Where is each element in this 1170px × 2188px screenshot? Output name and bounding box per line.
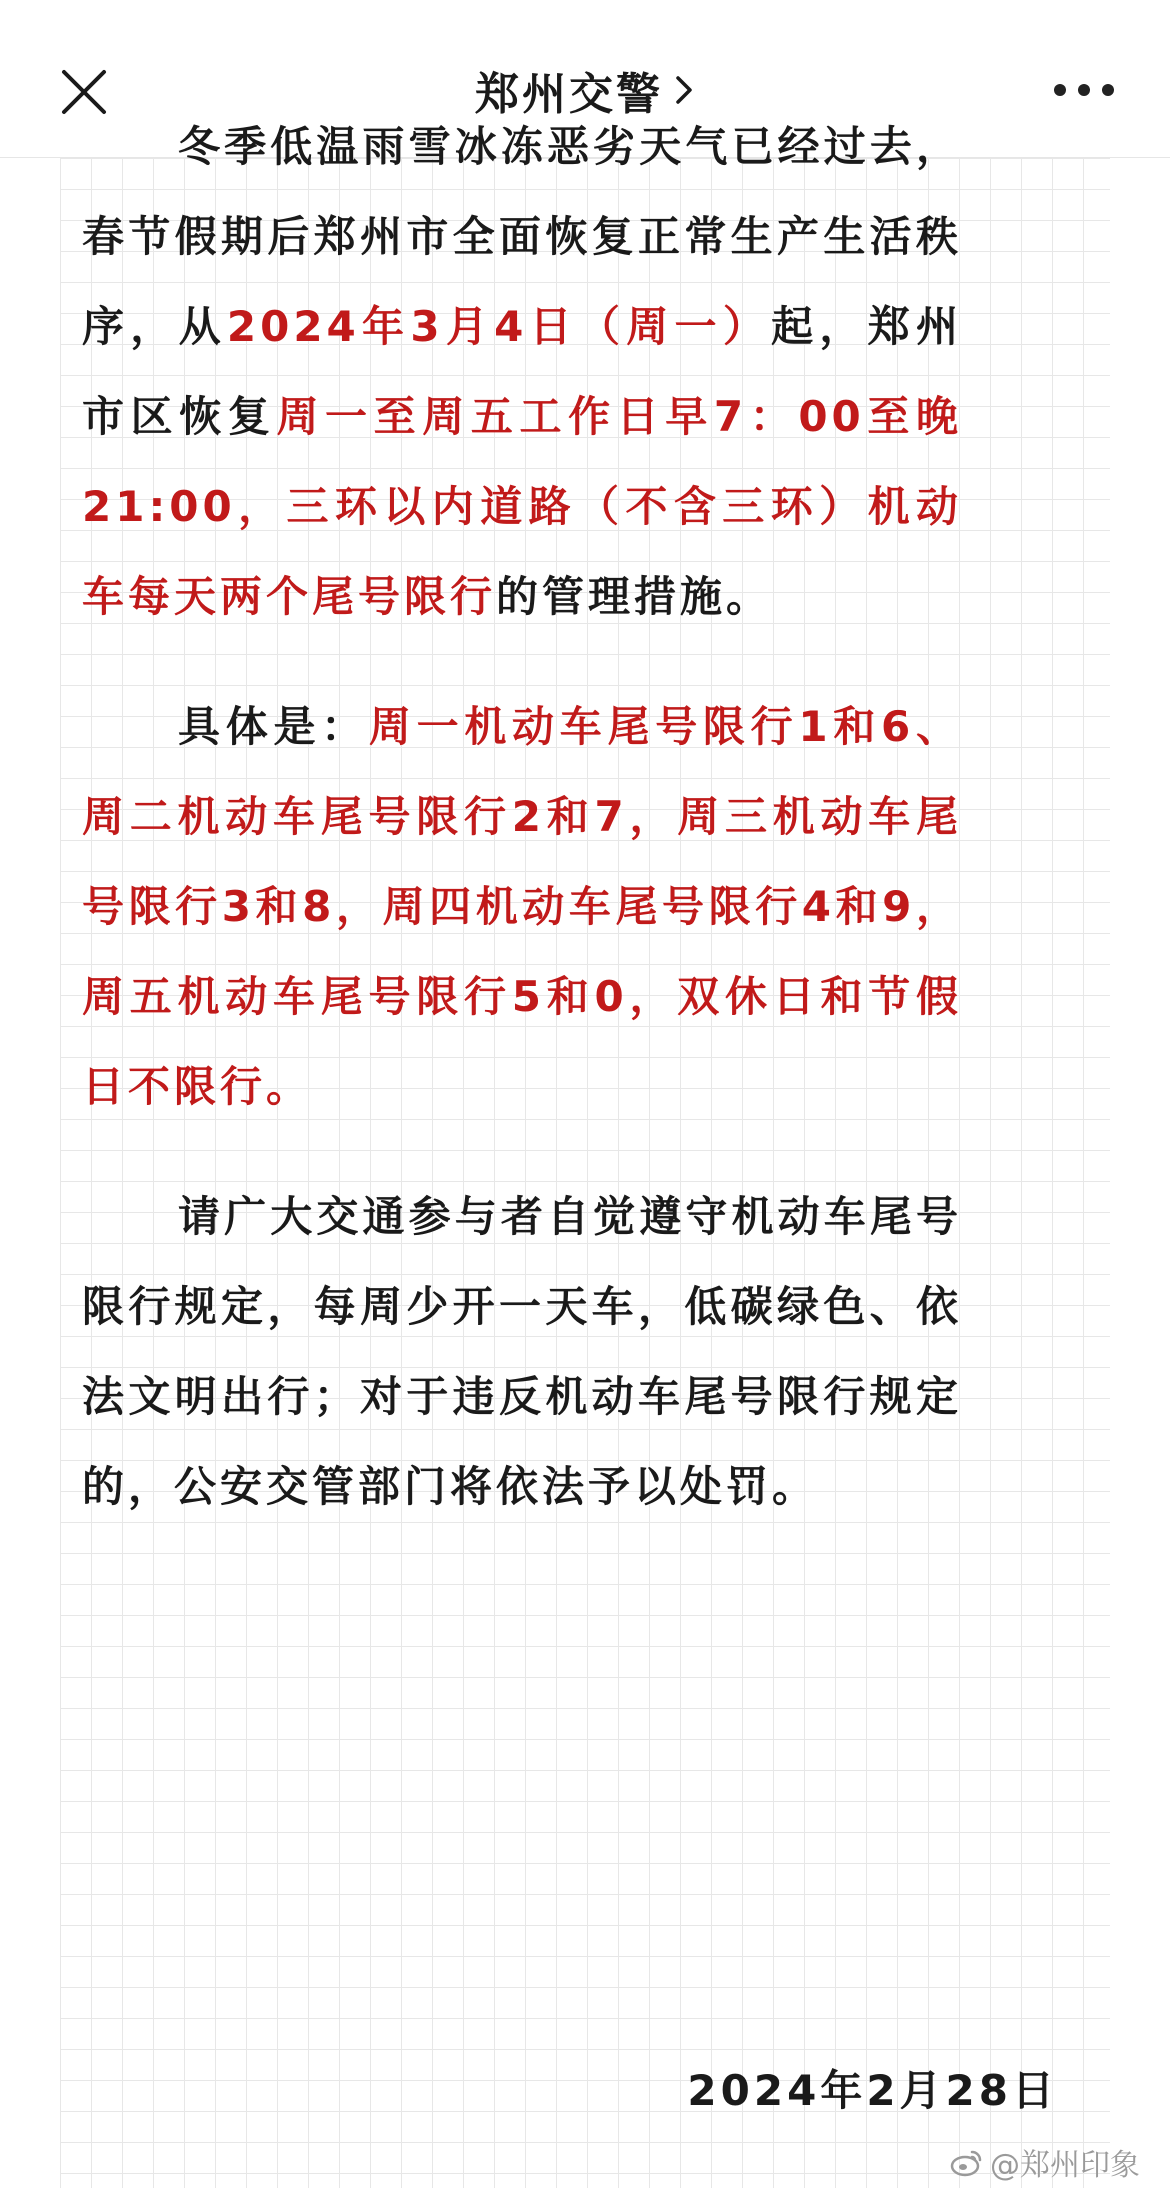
more-horizontal-icon-dot	[1102, 84, 1114, 96]
text-segment: 具体是：	[178, 702, 369, 751]
highlight-restriction-rule: 周一至周五工作日早7：00至晚21:00，三环以内道路（不含三环）机动车每天两个尾号限行	[82, 392, 962, 621]
paragraph-notice	[82, 1172, 962, 1532]
more-horizontal-icon-dot	[1078, 84, 1090, 96]
weibo-icon	[950, 2147, 984, 2177]
text-segment: 起，郑州市区恢复	[82, 302, 962, 441]
text-segment: 请广大交通参与者自觉遵守机动车尾号限行规定，每周少开一天车，低碳绿色、依法文明出行；对于违反机动车尾号限行规定的，公安交管部门将依法予以处罚。	[82, 1192, 962, 1511]
highlight-schedule: 周一机动车尾号限行1和6、周二机动车尾号限行2和7，周三机动车尾号限行3和8，周四机动车尾号限行4和9，周五机动车尾号限行5和0，双休日和节假日不限行。	[82, 702, 962, 1111]
page-title: 郑州交警	[475, 69, 663, 120]
publish-date: 2024年2月28日	[687, 2066, 1058, 2115]
watermark	[950, 2140, 1140, 2184]
paragraph-schedule	[82, 682, 962, 1132]
watermark-text: @郑州印象	[990, 2148, 1140, 2183]
highlight-start-date: 2024年3月4日（周一）	[226, 302, 772, 351]
more-options-button[interactable]	[1054, 70, 1114, 110]
article-content	[82, 102, 962, 1572]
text-segment: 冬季低温雨雪冰冻恶劣天气已经过去，春节假期后郑州市全面恢复正常生产生活秩序，从	[82, 122, 962, 351]
text-segment: 的管理措施。	[496, 572, 773, 621]
paragraph-intro	[82, 102, 962, 642]
more-horizontal-icon	[1054, 84, 1066, 96]
